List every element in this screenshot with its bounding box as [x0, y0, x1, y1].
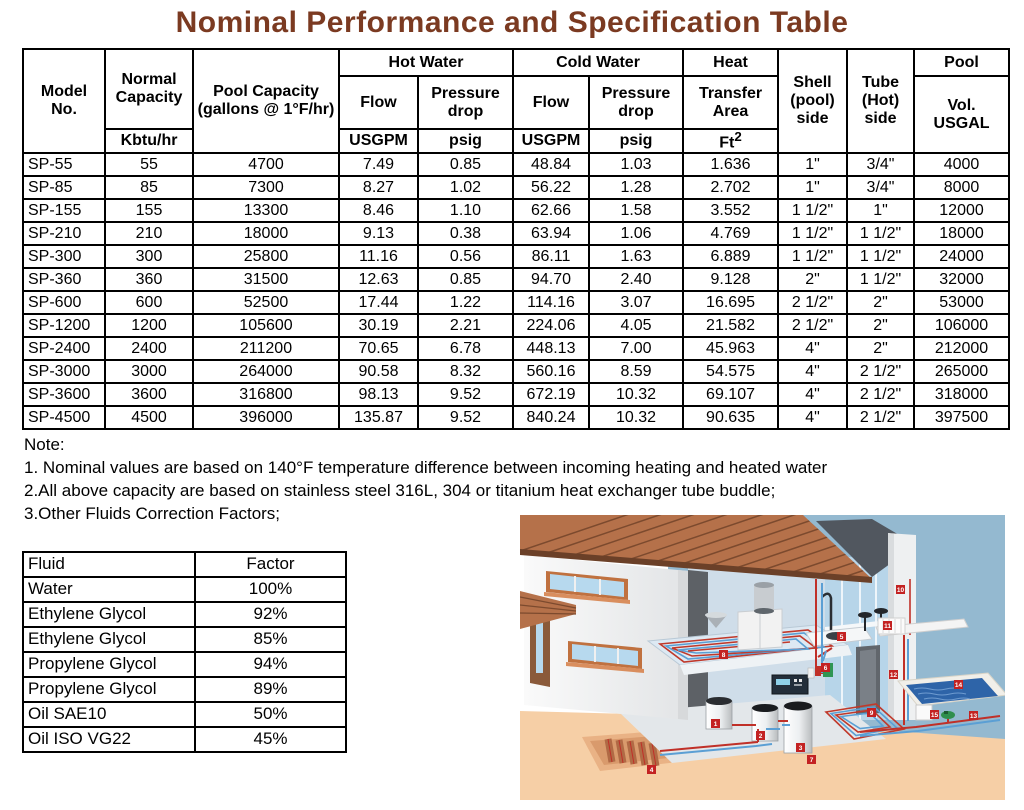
col-hot-pressure: Pressure drop	[418, 76, 513, 129]
cell: SP-4500	[23, 406, 105, 429]
cell: 17.44	[339, 291, 418, 314]
table-row	[23, 222, 1009, 245]
cell: 211200	[193, 337, 339, 360]
cell: 50%	[195, 702, 346, 727]
cell: 7300	[193, 176, 339, 199]
cell: SP-360	[23, 268, 105, 291]
cell: 212000	[914, 337, 1009, 360]
cell: SP-155	[23, 199, 105, 222]
col-pool-capacity: Pool Capacity (gallons @ 1°F/hr)	[193, 49, 339, 153]
cell: 1.03	[589, 153, 683, 176]
svg-text:15: 15	[930, 712, 939, 719]
cell: 2 1/2"	[778, 291, 847, 314]
cell: 300	[105, 245, 193, 268]
cell: SP-55	[23, 153, 105, 176]
cell: 90.58	[339, 360, 418, 383]
cell: Propylene Glycol	[23, 677, 195, 702]
col-pool: Pool	[914, 49, 1009, 76]
col-normal-capacity: Normal Capacity	[105, 49, 193, 129]
col-shell-side: Shell (pool) side	[778, 49, 847, 153]
cell: 62.66	[513, 199, 589, 222]
cell: 318000	[914, 383, 1009, 406]
cell: 0.56	[418, 245, 513, 268]
diagram-label	[867, 708, 876, 717]
house-heating-diagram	[520, 515, 1005, 800]
svg-text:2: 2	[758, 733, 763, 740]
cell: 2.40	[589, 268, 683, 291]
cell: 672.19	[513, 383, 589, 406]
diagram-label	[711, 719, 720, 728]
cell: 2 1/2"	[778, 314, 847, 337]
diagram-label	[807, 755, 816, 764]
col-pool-vol	[914, 76, 1009, 153]
cell: 0.85	[418, 153, 513, 176]
unit-hot-psig: psig	[418, 129, 513, 153]
cell: 12000	[914, 199, 1009, 222]
cell: 100%	[195, 577, 346, 602]
cell: 9.52	[418, 406, 513, 429]
cell: 3600	[105, 383, 193, 406]
cell: 397500	[914, 406, 1009, 429]
cell: 9.128	[683, 268, 778, 291]
cell: 4"	[778, 383, 847, 406]
svg-text:9: 9	[869, 710, 874, 717]
unit-ft2	[683, 129, 778, 153]
cell: 4500	[105, 406, 193, 429]
diagram-label	[889, 670, 898, 679]
cell: 12.63	[339, 268, 418, 291]
cell: 135.87	[339, 406, 418, 429]
cell: 1.22	[418, 291, 513, 314]
cell: 1 1/2"	[847, 245, 914, 268]
cell: 1"	[847, 199, 914, 222]
cell: 90.635	[683, 406, 778, 429]
cell: 13300	[193, 199, 339, 222]
table-row	[23, 383, 1009, 406]
pool-vol-unit: USGAL	[933, 114, 990, 132]
cell: 4.05	[589, 314, 683, 337]
cell: Oil SAE10	[23, 702, 195, 727]
note-line: 1. Nominal values are based on 140°F temperature difference between incoming heating and heated water	[24, 458, 828, 477]
cell: 8.59	[589, 360, 683, 383]
svg-text:3: 3	[798, 745, 803, 752]
cell: 4"	[778, 337, 847, 360]
cell: 2"	[847, 314, 914, 337]
cell: 1"	[778, 176, 847, 199]
col-hot-flow: Flow	[339, 76, 418, 129]
table-row	[23, 360, 1009, 383]
diagram-label	[883, 621, 892, 630]
cell: 2 1/2"	[847, 406, 914, 429]
table-row	[23, 176, 1009, 199]
cell: 1"	[778, 153, 847, 176]
cell: 63.94	[513, 222, 589, 245]
fluid-row	[23, 727, 346, 752]
fluid-row	[23, 577, 346, 602]
group-hot-water: Hot Water	[339, 49, 513, 76]
cell: 105600	[193, 314, 339, 337]
cell: 94%	[195, 652, 346, 677]
cell: 2.702	[683, 176, 778, 199]
cell: 98.13	[339, 383, 418, 406]
svg-text:13: 13	[969, 713, 978, 720]
cell: 11.16	[339, 245, 418, 268]
cell: 3.552	[683, 199, 778, 222]
house-facade	[520, 555, 688, 720]
cell: 7.49	[339, 153, 418, 176]
cell: 210	[105, 222, 193, 245]
svg-text:1: 1	[713, 721, 718, 728]
diagram-label	[896, 585, 905, 594]
cell: 6.78	[418, 337, 513, 360]
cell: 94.70	[513, 268, 589, 291]
svg-text:6: 6	[823, 665, 828, 672]
svg-text:14: 14	[954, 682, 963, 689]
col-fluid: Fluid	[23, 552, 195, 577]
cell: 85%	[195, 627, 346, 652]
cell: SP-210	[23, 222, 105, 245]
fluid-row	[23, 652, 346, 677]
cell: 2"	[847, 291, 914, 314]
cell: 16.695	[683, 291, 778, 314]
control-panel	[772, 675, 808, 694]
diagram-label	[756, 731, 765, 740]
cell: 1.58	[589, 199, 683, 222]
cell: 265000	[914, 360, 1009, 383]
table-row	[23, 291, 1009, 314]
cell: 53000	[914, 291, 1009, 314]
cell: SP-3600	[23, 383, 105, 406]
fluid-row	[23, 677, 346, 702]
table-row	[23, 199, 1009, 222]
cell: Water	[23, 577, 195, 602]
cell: 21.582	[683, 314, 778, 337]
svg-text:4: 4	[649, 767, 654, 774]
fluid-table-body	[23, 577, 346, 752]
unit-cold-psig: psig	[589, 129, 683, 153]
cell: 600	[105, 291, 193, 314]
table-row	[23, 406, 1009, 429]
cell: 1.63	[589, 245, 683, 268]
cell: 1.636	[683, 153, 778, 176]
col-model: Model No.	[23, 49, 105, 153]
cell: 54.575	[683, 360, 778, 383]
cell: 24000	[914, 245, 1009, 268]
cell: 1.02	[418, 176, 513, 199]
cell: SP-1200	[23, 314, 105, 337]
fluid-row	[23, 702, 346, 727]
diagram-label	[821, 663, 830, 672]
table-row	[23, 153, 1009, 176]
cell: 0.38	[418, 222, 513, 245]
col-transfer-area: Transfer Area	[683, 76, 778, 129]
cell: 155	[105, 199, 193, 222]
cell: Propylene Glycol	[23, 652, 195, 677]
svg-text:7: 7	[809, 757, 814, 764]
cell: 1.10	[418, 199, 513, 222]
cell: 2.21	[418, 314, 513, 337]
cell: SP-3000	[23, 360, 105, 383]
note-line: 2.All above capacity are based on stainless steel 316L, 304 or titanium heat exchanger tube buddle;	[24, 481, 776, 500]
cell: 2"	[778, 268, 847, 291]
table-row	[23, 337, 1009, 360]
table-row	[23, 268, 1009, 291]
col-tube-side: Tube (Hot) side	[847, 49, 914, 153]
cell: 4000	[914, 153, 1009, 176]
unit-hot-usgpm: USGPM	[339, 129, 418, 153]
ft-base: Ft	[719, 134, 735, 152]
table-row	[23, 314, 1009, 337]
col-cold-flow: Flow	[513, 76, 589, 129]
cell: 92%	[195, 602, 346, 627]
cell: 8000	[914, 176, 1009, 199]
cell: 1 1/2"	[847, 222, 914, 245]
pool-vol-label: Vol.	[947, 96, 976, 114]
cell: 448.13	[513, 337, 589, 360]
svg-text:12: 12	[889, 672, 898, 679]
cell: 2 1/2"	[847, 383, 914, 406]
cell: SP-85	[23, 176, 105, 199]
cell: 0.85	[418, 268, 513, 291]
spec-table-header	[23, 49, 1009, 153]
svg-text:8: 8	[721, 652, 726, 659]
cell: 6.889	[683, 245, 778, 268]
fluid-header-row	[23, 552, 346, 577]
cell: 9.13	[339, 222, 418, 245]
note-line: 3.Other Fluids Correction Factors;	[24, 504, 281, 523]
spec-table	[22, 48, 1010, 430]
cell: 52500	[193, 291, 339, 314]
cell: 2 1/2"	[847, 360, 914, 383]
cell: 45.963	[683, 337, 778, 360]
group-cold-water: Cold Water	[513, 49, 683, 76]
cell: 31500	[193, 268, 339, 291]
col-cold-pressure: Pressure drop	[589, 76, 683, 129]
cell: 4"	[778, 406, 847, 429]
cell: 70.65	[339, 337, 418, 360]
cell: 1200	[105, 314, 193, 337]
svg-text:11: 11	[884, 623, 891, 630]
cell: 3.07	[589, 291, 683, 314]
unit-kbtu: Kbtu/hr	[105, 129, 193, 153]
notes-heading: Note:	[24, 435, 65, 454]
ft-sup: 2	[734, 129, 742, 144]
cell: Ethylene Glycol	[23, 627, 195, 652]
cell: SP-2400	[23, 337, 105, 360]
cell: 89%	[195, 677, 346, 702]
cell: 1 1/2"	[778, 245, 847, 268]
cell: 8.46	[339, 199, 418, 222]
cell: 10.32	[589, 406, 683, 429]
cell: 1.06	[589, 222, 683, 245]
cell: 2400	[105, 337, 193, 360]
diagram-label	[719, 650, 728, 659]
cell: 3/4"	[847, 176, 914, 199]
cell: SP-600	[23, 291, 105, 314]
cell: 560.16	[513, 360, 589, 383]
fluid-row	[23, 602, 346, 627]
cell: 25800	[193, 245, 339, 268]
svg-text:10: 10	[896, 587, 905, 594]
cell: 264000	[193, 360, 339, 383]
cell: 55	[105, 153, 193, 176]
diagram-label	[796, 743, 805, 752]
cell: 2"	[847, 337, 914, 360]
diagram-label	[647, 765, 656, 774]
cell: 69.107	[683, 383, 778, 406]
cell: 45%	[195, 727, 346, 752]
cell: 48.84	[513, 153, 589, 176]
cell: 1 1/2"	[847, 268, 914, 291]
page-title: Nominal Performance and Specification Table	[175, 6, 849, 39]
cell: Ethylene Glycol	[23, 602, 195, 627]
cell: 224.06	[513, 314, 589, 337]
cell: 1.28	[589, 176, 683, 199]
diagram-label	[837, 632, 846, 641]
table-row	[23, 245, 1009, 268]
cell: 1 1/2"	[778, 199, 847, 222]
cell: 840.24	[513, 406, 589, 429]
cell: 4700	[193, 153, 339, 176]
cell: SP-300	[23, 245, 105, 268]
cell: 85	[105, 176, 193, 199]
diagram-label	[969, 711, 978, 720]
cell: 114.16	[513, 291, 589, 314]
cell: 18000	[914, 222, 1009, 245]
spec-table-body	[23, 153, 1009, 429]
cell: 32000	[914, 268, 1009, 291]
cell: 86.11	[513, 245, 589, 268]
cell: 396000	[193, 406, 339, 429]
cell: 316800	[193, 383, 339, 406]
cell: 3/4"	[847, 153, 914, 176]
cell: 106000	[914, 314, 1009, 337]
cell: Oil ISO VG22	[23, 727, 195, 752]
cell: 9.52	[418, 383, 513, 406]
cell: 4.769	[683, 222, 778, 245]
header-row-1	[23, 49, 1009, 76]
svg-text:5: 5	[839, 634, 844, 641]
col-heat: Heat	[683, 49, 778, 76]
cell: 8.32	[418, 360, 513, 383]
cell: 3000	[105, 360, 193, 383]
fluid-row	[23, 627, 346, 652]
unit-cold-usgpm: USGPM	[513, 129, 589, 153]
cell: 7.00	[589, 337, 683, 360]
cell: 4"	[778, 360, 847, 383]
diagram-label	[954, 680, 963, 689]
col-factor: Factor	[195, 552, 346, 577]
cell: 18000	[193, 222, 339, 245]
cell: 10.32	[589, 383, 683, 406]
cell: 1 1/2"	[778, 222, 847, 245]
fluid-factor-table	[22, 551, 347, 753]
cell: 360	[105, 268, 193, 291]
notes	[24, 433, 827, 525]
diagram-label	[930, 710, 939, 719]
cell: 30.19	[339, 314, 418, 337]
cell: 8.27	[339, 176, 418, 199]
cell: 56.22	[513, 176, 589, 199]
